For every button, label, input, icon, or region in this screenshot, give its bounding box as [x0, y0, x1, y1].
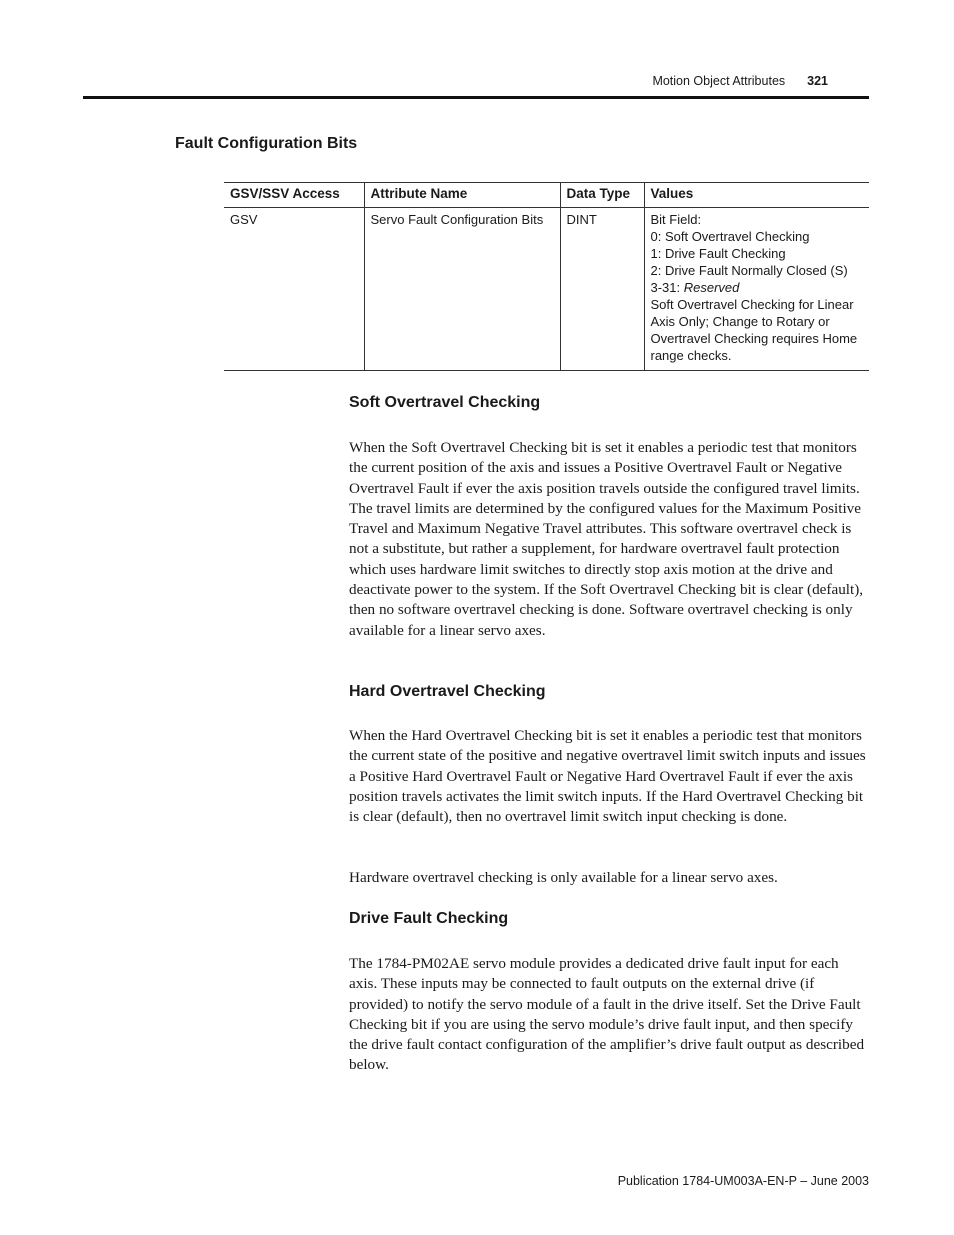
header-section: Motion Object Attributes — [652, 74, 786, 88]
values-line: Overtravel Checking requires Home — [650, 331, 858, 346]
values-line-reserved — [651, 279, 864, 296]
soft-overtravel-heading: Soft Overtravel Checking — [349, 394, 541, 411]
cell-data-type: DINT — [560, 208, 644, 371]
table-header-row — [224, 183, 869, 208]
soft-overtravel-paragraph: When the Soft Overtravel Checking bit is set it enables a periodic test that monitors the current position of the axis and issues a Positive Overtravel Fault or Negative Overtravel Fault if ever the axis position travels outside the configured travel limits. The travel limits are determined by the configured values for the Maximum Positive Travel and Maximum Negative Travel attributes. This software overtravel check is not a substitute, but rather a supplement, for hardware overtravel fault protection which uses hardware limit switches to directly stop axis motion at the drive and deactivate power to the system. If the Soft Overtravel Checking bit is clear (default), then no software overtravel checking is done. Software overtravel checking is only available for a linear servo axes. — [349, 439, 864, 639]
table-row — [224, 208, 869, 371]
values-line: 1: Drive Fault Checking — [650, 246, 786, 261]
values-line: Axis Only; Change to Rotary or — [650, 314, 830, 329]
reserved-prefix: 3-31: — [650, 280, 684, 295]
column-header-type: Data Type — [560, 183, 644, 208]
page-number: 321 — [807, 74, 828, 88]
values-line: range checks. — [650, 348, 732, 363]
column-header-access: GSV/SSV Access — [224, 183, 364, 208]
attribute-table — [224, 182, 869, 371]
values-line: Soft Overtravel Checking for Linear — [650, 297, 854, 312]
hard-overtravel-note: Hardware overtravel checking is only available for a linear servo axes. — [349, 869, 778, 886]
values-line: 2: Drive Fault Normally Closed (S) — [650, 263, 848, 278]
hard-overtravel-paragraph: When the Hard Overtravel Checking bit is set it enables a periodic test that monitors the current state of the positive and negative overtravel limit switch inputs and issues a Positive Hard Overtravel Fault or Negative Hard Overtravel Fault if ever the axis position travels activates the limit switch inputs. If the Hard Overtravel Checking bit is clear (default), then no overtravel limit switch input checking is done. — [349, 727, 866, 826]
running-header — [652, 74, 828, 88]
fault-config-heading: Fault Configuration Bits — [175, 135, 358, 152]
column-header-values: Values — [644, 183, 869, 208]
hard-overtravel-heading: Hard Overtravel Checking — [349, 683, 546, 700]
publication-footer: Publication 1784-UM003A-EN-P – June 2003 — [617, 1174, 869, 1188]
drive-fault-paragraph: The 1784-PM02AE servo module provides a dedicated drive fault input for each axis. These inputs may be connected to fault outputs on the external drive (if provided) to notify the servo module of a fault in the drive itself. Set the Drive Fault Checking bit if you are using the servo module’s drive fault input, and then specify the drive fault contact configuration of the amplifier’s drive fault output as described below. — [349, 955, 865, 1074]
header-rule — [83, 96, 869, 99]
reserved-label: Reserved — [683, 280, 740, 295]
cell-attribute-name: Servo Fault Configuration Bits — [364, 208, 560, 371]
column-header-name: Attribute Name — [364, 183, 560, 208]
cell-values — [644, 208, 869, 371]
drive-fault-heading: Drive Fault Checking — [349, 910, 509, 927]
values-line: Bit Field: — [650, 212, 702, 227]
values-line: 0: Soft Overtravel Checking — [650, 229, 810, 244]
cell-access: GSV — [224, 208, 364, 371]
